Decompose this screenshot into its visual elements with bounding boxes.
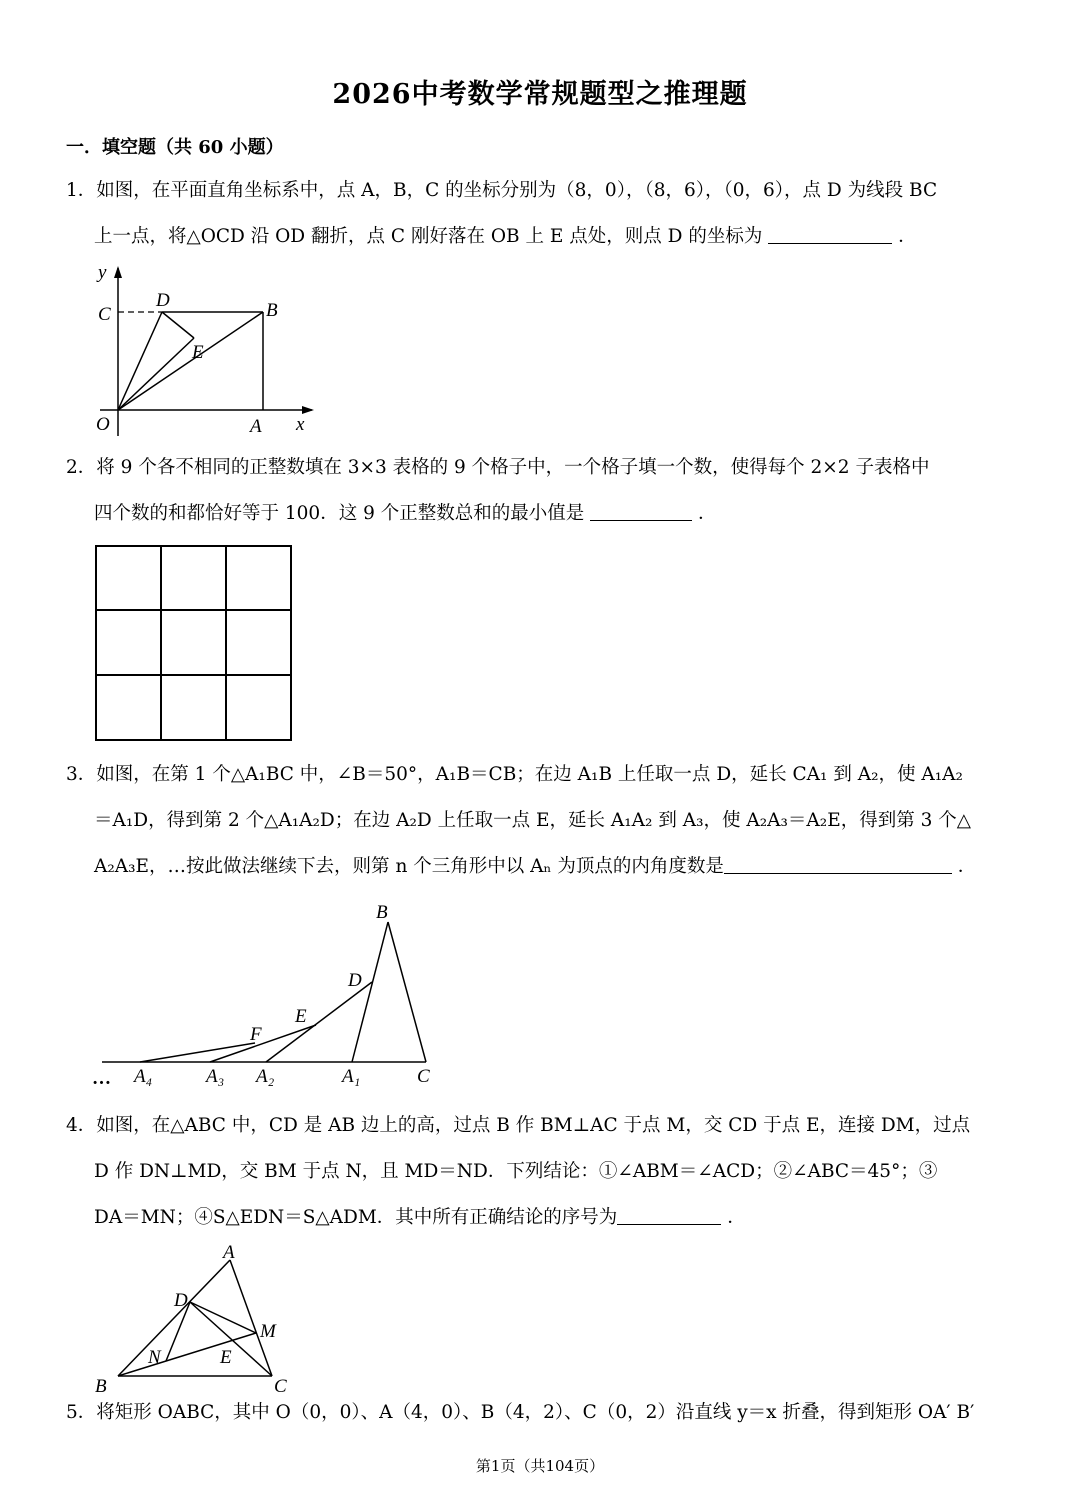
- answer-blank-2[interactable]: [590, 502, 692, 522]
- section-heading: 一．填空题（共 60 小题）: [66, 137, 284, 158]
- question-2-grid: [95, 545, 293, 742]
- question-1-line-1: 1．如图，在平面直角坐标系中，点 A，B，C 的坐标分别为（8，0），（8，6），（0，6），点 D 为线段 BC: [66, 180, 938, 201]
- label-A4: A₄: [134, 1066, 153, 1087]
- question-3-line-1: 3．如图，在第 1 个△A₁BC 中，∠B＝50°，A₁B＝CB；在边 A₁B 上任取一点 D，延长 CA₁ 到 A₂，使 A₁A₂: [66, 764, 963, 785]
- question-5-line-1: 5．将矩形 OABC，其中 O（0，0）、A（4，0）、B（4，2）、C（0，2）沿直线 y＝x 折叠，得到矩形 OA′ B′: [66, 1402, 975, 1423]
- question-1-line-2: 上一点，将△OCD 沿 OD 翻折，点 C 刚好落在 OB 上 E 点处，则点 D 的坐标为 ．: [94, 226, 917, 247]
- question-4-line-3: DA＝MN；④S△EDN＝S△ADM．其中所有正确结论的序号为 ．: [94, 1207, 746, 1228]
- question-3-figure: [90, 900, 450, 1090]
- label-M: M: [260, 1321, 276, 1342]
- answer-blank-4[interactable]: [617, 1206, 721, 1226]
- label-A2: A₂: [256, 1066, 275, 1087]
- question-1: [66, 168, 1016, 260]
- label-A1: A₁: [342, 1066, 361, 1087]
- question-2-line-1: 2．将 9 个各不相同的正整数填在 3×3 表格的 9 个格子中，一个格子填一个数，使得每个 2×2 子表格中: [66, 457, 930, 478]
- label-O: O: [96, 414, 110, 435]
- label-C: C: [417, 1066, 430, 1087]
- question-1-figure: [90, 262, 330, 442]
- question-4-line-2: D 作 DN⊥MD，交 BM 于点 N，且 MD＝ND．下列结论：①∠ABM＝∠ACD；②∠ABC＝45°；③: [94, 1161, 938, 1182]
- label-A3: A₃: [206, 1066, 225, 1087]
- question-4-line-1: 4．如图，在△ABC 中，CD 是 AB 边上的高，过点 B 作 BM⊥AC 于点 M，交 CD 于点 E，连接 DM，过点: [66, 1115, 971, 1136]
- label-N: N: [148, 1347, 161, 1368]
- label-B: B: [266, 300, 278, 321]
- question-3-line-3: A₂A₃E，…按此做法继续下去，则第 n 个三角形中以 Aₙ 为顶点的内角度数是 ．: [94, 856, 977, 877]
- question-3: [66, 752, 1016, 890]
- question-2-line-2: 四个数的和都恰好等于 100．这 9 个正整数总和的最小值是 ．: [94, 503, 717, 524]
- page-footer: 第1页（共104页）: [475, 1457, 605, 1475]
- question-4-figure: [90, 1240, 310, 1400]
- question-5: [66, 1390, 1016, 1436]
- question-4: [66, 1103, 1016, 1241]
- ellipsis-mark: …: [92, 1068, 111, 1089]
- question-2: [66, 445, 1016, 537]
- answer-blank-1[interactable]: [768, 225, 892, 245]
- axis-x-label: x: [296, 414, 305, 435]
- label-E: E: [192, 342, 204, 363]
- label-A: A: [250, 416, 262, 437]
- label-F: F: [250, 1024, 262, 1045]
- axis-y-label: y: [98, 262, 107, 283]
- question-3-line-2: ＝A₁D，得到第 2 个△A₁A₂D；在边 A₂D 上任取一点 E，延长 A₁A₂ 到 A₃，使 A₂A₃＝A₂E，得到第 3 个△: [94, 810, 971, 831]
- label-D: D: [348, 970, 362, 991]
- label-C: C: [98, 304, 111, 325]
- label-E: E: [220, 1347, 232, 1368]
- label-A: A: [223, 1242, 235, 1263]
- label-C: C: [274, 1376, 287, 1397]
- label-D: D: [174, 1290, 188, 1311]
- label-B: B: [376, 902, 388, 923]
- label-B: B: [95, 1376, 107, 1397]
- label-D: D: [156, 290, 170, 311]
- answer-blank-3[interactable]: [724, 855, 952, 875]
- page-title: 2026中考数学常规题型之推理题: [332, 79, 748, 110]
- label-E: E: [295, 1006, 307, 1027]
